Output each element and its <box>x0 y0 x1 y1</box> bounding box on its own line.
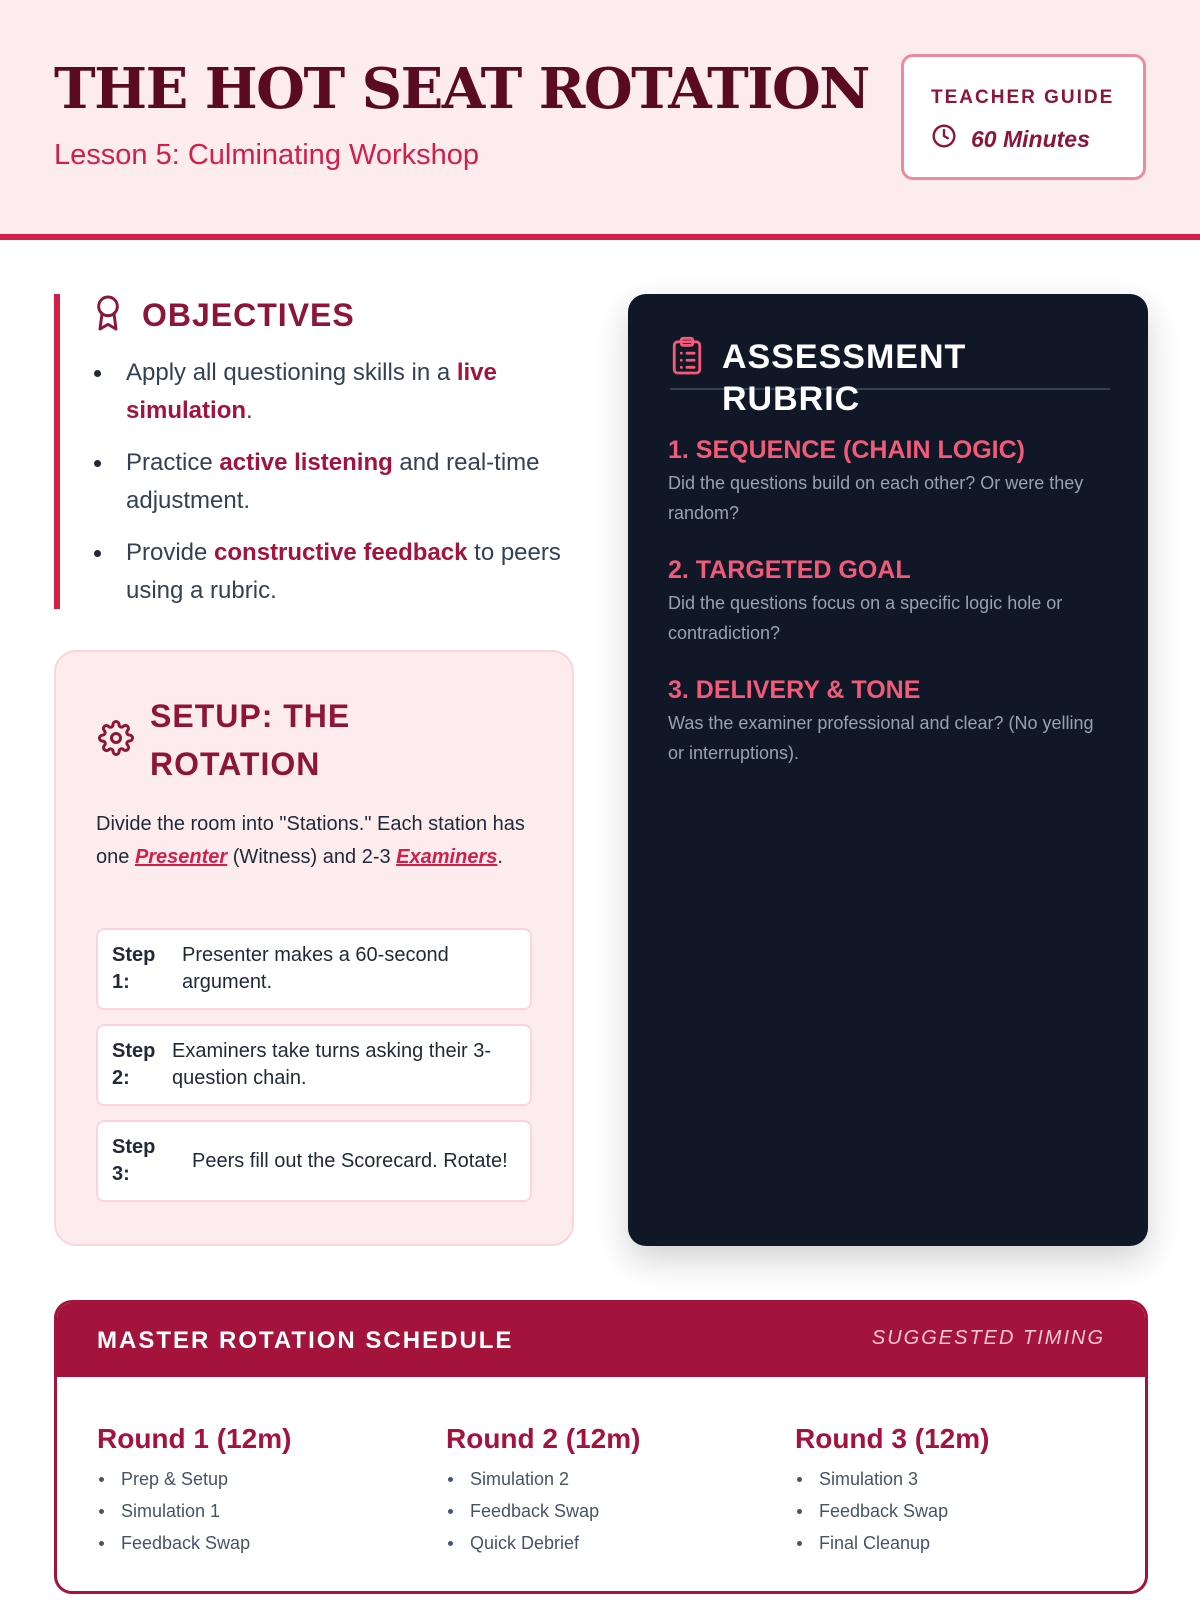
round-item: Simulation 3 <box>795 1463 1115 1495</box>
criterion-title: 2. TARGETED GOAL <box>668 556 911 584</box>
criterion-description: Was the examiner professional and clear? (No yelling or interruptions). <box>668 713 1094 763</box>
round-column <box>795 1421 1115 1559</box>
round-item: Quick Debrief <box>446 1527 766 1559</box>
duration <box>931 123 1090 155</box>
round-title: Round 3 (12m) <box>795 1423 990 1454</box>
master-rotation-schedule <box>54 1300 1148 1594</box>
rubric-title: ASSESSMENT RUBRIC <box>722 338 967 418</box>
criterion-description: Did the questions focus on a specific logic hole or contradiction? <box>668 593 1063 643</box>
objectives-title: OBJECTIVES <box>142 297 355 333</box>
round-list <box>97 1463 417 1559</box>
award-ribbon-icon <box>92 294 124 337</box>
rubric-criterion <box>668 552 1108 648</box>
criterion-title: 3. DELIVERY & TONE <box>668 676 921 704</box>
round-item: Final Cleanup <box>795 1527 1115 1559</box>
setup-heading <box>98 692 450 788</box>
step-text: Presenter makes a 60-second argument. <box>182 944 449 993</box>
rubric-heading <box>670 336 1110 418</box>
page-title: THE HOT SEAT ROTATION <box>54 56 869 122</box>
round-item: Simulation 1 <box>97 1495 417 1527</box>
round-item: Feedback Swap <box>446 1495 766 1527</box>
teacher-guide-label: TEACHER GUIDE <box>931 87 1115 108</box>
round-list <box>795 1463 1115 1559</box>
rubric-criterion <box>668 672 1108 768</box>
teacher-guide-badge <box>901 54 1146 180</box>
step-text: Peers fill out the Scorecard. Rotate! <box>192 1149 508 1172</box>
schedule-header <box>57 1303 1145 1377</box>
step-label: Step 2: <box>112 1040 156 1089</box>
objective-item: Provide constructive feedback to peers using a rubric. <box>92 534 582 610</box>
criterion-title: 1. SEQUENCE (CHAIN LOGIC) <box>668 436 1025 464</box>
header <box>0 0 1200 240</box>
round-list <box>446 1463 766 1559</box>
objectives-section <box>54 294 574 609</box>
round-item: Feedback Swap <box>795 1495 1115 1527</box>
round-column <box>97 1421 417 1559</box>
objective-item: Apply all questioning skills in a live simulation. <box>92 354 582 430</box>
clock-icon <box>931 123 957 155</box>
round-item: Feedback Swap <box>97 1527 417 1559</box>
round-title: Round 2 (12m) <box>446 1423 641 1454</box>
step-text: Examiners take turns asking their 3-question chain. <box>172 1040 492 1089</box>
objectives-heading <box>92 294 355 337</box>
round-item: Prep & Setup <box>97 1463 417 1495</box>
step-label: Step 1: <box>112 944 156 993</box>
setup-title: SETUP: THE ROTATION <box>150 698 351 782</box>
schedule-title: MASTER ROTATION SCHEDULE <box>97 1327 514 1354</box>
assessment-rubric-card <box>628 294 1148 1246</box>
presenter-role: Presenter <box>134 846 228 868</box>
step-card <box>96 1120 532 1202</box>
gear-icon <box>98 720 134 761</box>
step-card <box>96 1024 532 1106</box>
objectives-list <box>92 354 582 624</box>
round-item: Simulation 2 <box>446 1463 766 1495</box>
rubric-criterion <box>668 432 1108 528</box>
schedule-note: SUGGESTED TIMING <box>871 1327 1105 1349</box>
setup-description: Divide the room into "Stations." Each station has one Presenter (Witness) and 2-3 Examiners. <box>96 813 525 868</box>
round-title: Round 1 (12m) <box>97 1423 292 1454</box>
setup-card <box>54 650 574 1246</box>
page-subtitle: Lesson 5: Culminating Workshop <box>54 139 480 171</box>
duration-text: 60 Minutes <box>971 125 1090 152</box>
objective-item: Practice active listening and real-time adjustment. <box>92 444 582 520</box>
examiners-role: Examiners <box>396 846 498 868</box>
clipboard-icon <box>670 336 704 381</box>
criterion-description: Did the questions build on each other? Or were they random? <box>668 473 1084 523</box>
round-column <box>446 1421 766 1559</box>
step-card <box>96 928 532 1010</box>
step-label: Step 3: <box>112 1136 156 1185</box>
